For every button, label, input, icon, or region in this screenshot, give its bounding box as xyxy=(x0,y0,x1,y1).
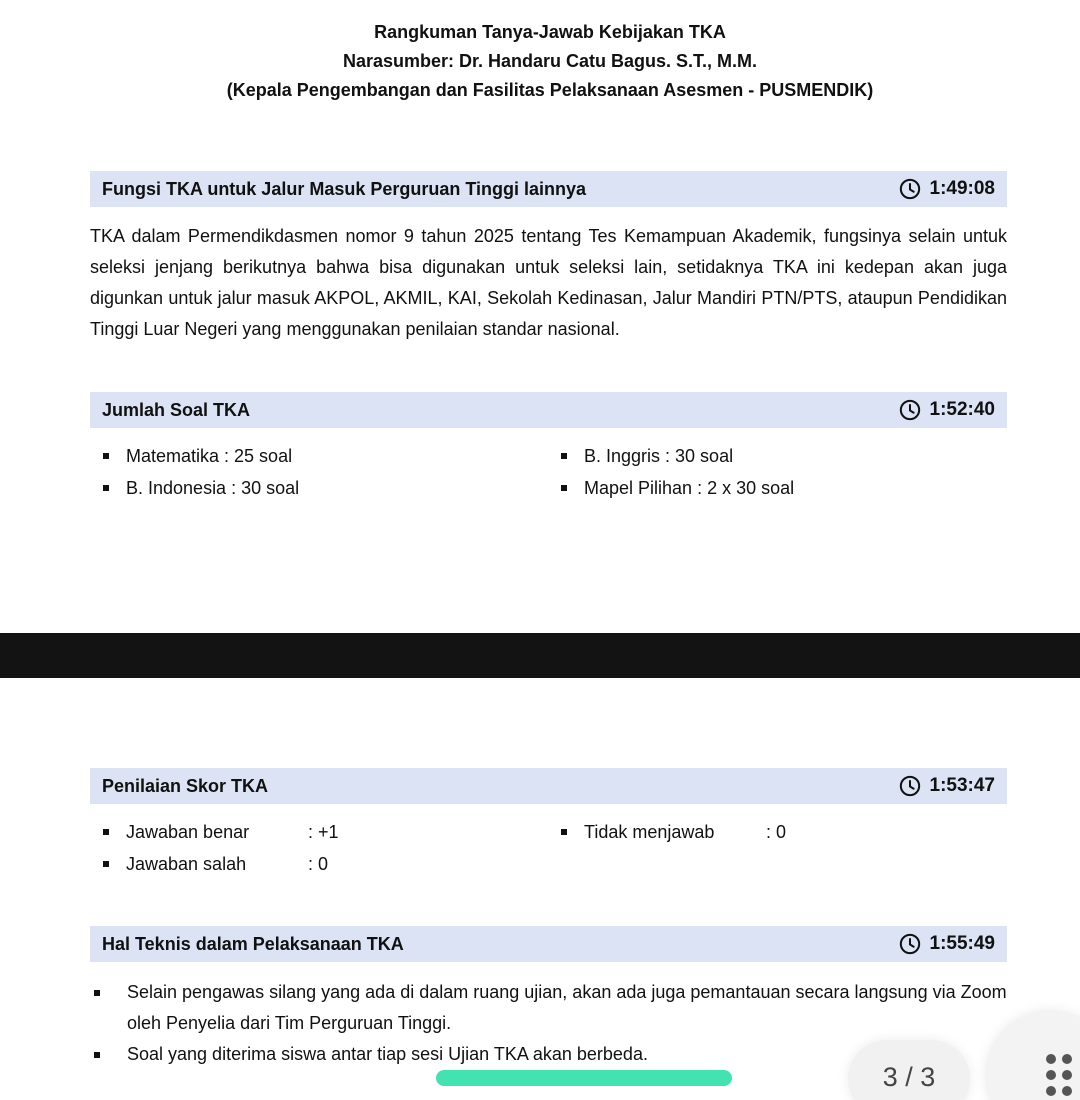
clock-icon xyxy=(899,933,921,955)
score-label: Tidak menjawab xyxy=(584,822,715,842)
doc-title: Rangkuman Tanya-Jawab Kebijakan TKA xyxy=(374,22,726,42)
list-item xyxy=(548,816,786,848)
score-label: Jawaban salah xyxy=(126,854,247,874)
section-title: Fungsi TKA untuk Jalur Masuk Perguruan Tinggi lainnya xyxy=(102,178,587,199)
timestamp xyxy=(899,933,996,955)
list-item: B. Inggris : 30 soal xyxy=(548,440,794,472)
timestamp-text: 1:53:47 xyxy=(929,775,995,796)
timestamp-text: 1:55:49 xyxy=(929,933,995,954)
page-indicator-text: 3 / 3 xyxy=(882,1062,936,1092)
score-value: : 0 xyxy=(308,854,329,874)
list-item: B. Indonesia : 30 soal xyxy=(90,472,299,504)
section-title: Hal Teknis dalam Pelaksanaan TKA xyxy=(102,933,404,954)
section-header-jumlah-soal xyxy=(90,392,1007,428)
section-header-fungsi xyxy=(90,171,1007,207)
section-paragraph: TKA dalam Permendikdasmen nomor 9 tahun 2025 tentang Tes Kemampuan Akademik, fungsinya selain untuk seleksi jenjang berikutnya bahwa bisa digunakan untuk seleksi lain, setidaknya TKA ini kedepan akan juga digunkan untuk jalur masuk AKPOL, AKMIL, KAI, Sekolah Kedinasan, Jalur Mandiri PTN/PTS, ataupun Pendidikan Tinggi Luar Negeri yang menggunakan penilaian standar nasional. xyxy=(90,226,1007,339)
list-item: Selain pengawas silang yang ada di dalam ruang ujian, akan ada juga pemantauan secara langsung via Zoom oleh Penyelia dari Tim Perguruan Tinggi. xyxy=(90,977,1010,1039)
timestamp-text: 1:52:40 xyxy=(929,399,995,420)
timestamp-text: 1:49:08 xyxy=(929,178,995,199)
section-title: Jumlah Soal TKA xyxy=(102,399,251,420)
list-item: Mapel Pilihan : 2 x 30 soal xyxy=(548,472,794,504)
soal-list-right xyxy=(548,440,794,504)
timestamp xyxy=(899,178,996,200)
document-header xyxy=(0,18,1080,105)
highlighter-stroke xyxy=(436,1070,732,1086)
page-indicator xyxy=(848,1040,970,1100)
doc-speaker: Narasumber: Dr. Handaru Catu Bagus. S.T., M.M. xyxy=(342,51,758,71)
score-value: : 0 xyxy=(766,822,787,842)
soal-list-left xyxy=(90,440,299,504)
section-header-penilaian xyxy=(90,768,1007,804)
more-dots-icon[interactable] xyxy=(1046,1054,1076,1100)
page-separator-band xyxy=(0,633,1080,678)
skor-list-right xyxy=(548,816,786,848)
timestamp xyxy=(899,399,996,421)
score-value: : +1 xyxy=(308,822,339,842)
clock-icon xyxy=(899,775,921,797)
section-title: Penilaian Skor TKA xyxy=(102,775,269,796)
list-item xyxy=(90,848,339,880)
skor-list-left xyxy=(90,816,339,880)
score-label: Jawaban benar xyxy=(126,822,250,842)
clock-icon xyxy=(899,399,921,421)
timestamp xyxy=(899,775,996,797)
doc-speaker-role: (Kepala Pengembangan dan Fasilitas Pelaksanaan Asesmen - PUSMENDIK) xyxy=(226,80,874,100)
section-header-hal-teknis xyxy=(90,926,1007,962)
list-item: Soal yang diterima siswa antar tiap sesi Ujian TKA akan berbeda. xyxy=(90,1039,1010,1070)
list-item: Matematika : 25 soal xyxy=(90,440,299,472)
list-item xyxy=(90,816,339,848)
clock-icon xyxy=(899,178,921,200)
